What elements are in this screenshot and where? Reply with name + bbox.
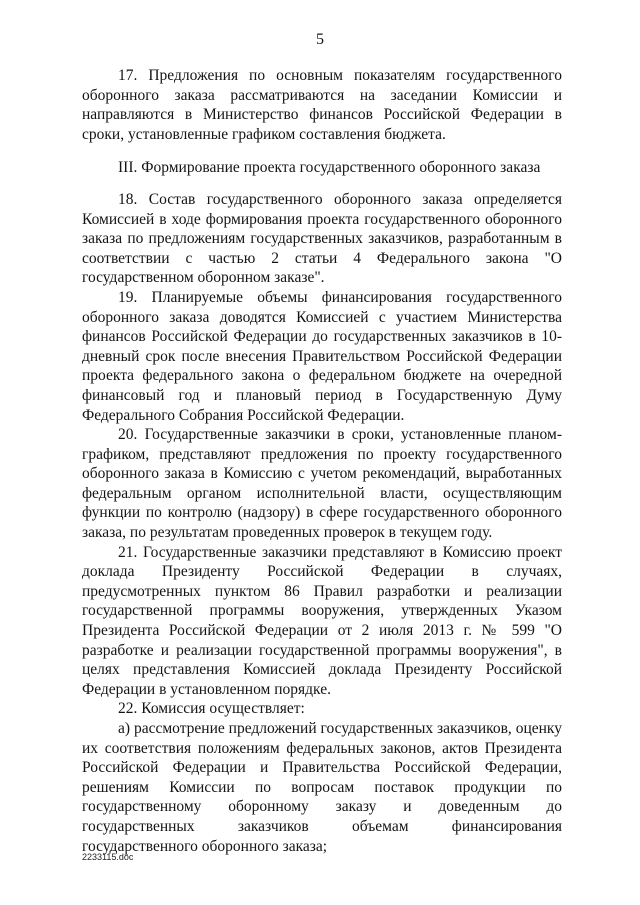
document-code-footer: 2233115.doc <box>82 852 134 862</box>
paragraph-19: 19. Планируемые объемы финансирования государственного оборонного заказа доводятся Комиссией с участием Министерства финансов Российской Федерации до государственных заказчиков в 10-дневный срок после внесения Правительством Российской Федерации проекта федерального закона о федеральном бюджете на очередной финансовый год и плановый период в Государственную Думу Федерального Собрания Российской Федерации. <box>82 288 562 424</box>
document-body <box>82 66 562 856</box>
section-heading: III. Формирование проекта государственного оборонного заказа <box>118 159 541 177</box>
paragraph-21: 21. Государственные заказчики представляют в Комиссию проект доклада Президенту Российской Федерации в случаях, предусмотренных пунктом 86 Правил разработки и реализации государственной программы вооружения, утвержденных Указом Президента Российской Федерации от 2 июля 2013 г. № 599 "О разработке и реализации государственной программы вооружения", в целях представления Комиссией доклада Президенту Российской Федерации в установленном порядке. <box>82 543 562 698</box>
page-number: 5 <box>316 31 324 48</box>
paragraph-22: 22. Комиссия осуществляет: <box>118 700 305 718</box>
paragraph-20: 20. Государственные заказчики в сроки, установленные планом-графиком, представляют предложения по проекту государственного оборонного заказа в Комиссию с учетом рекомендаций, выработанных федеральным органом исполнительной власти, осуществляющим функции по контролю (надзору) в сфере государственного оборонного заказа, по результатам проведенных проверок в текущем году. <box>82 426 562 542</box>
paragraph-17: 17. Предложения по основным показателям государственного оборонного заказа рассматриваются на заседании Комиссии и направляются в Министерство финансов Российской Федерации в сроки, установленные графиком составления бюджета. <box>82 67 562 143</box>
paragraph-18: 18. Состав государственного оборонного заказа определяется Комиссией в ходе формирования проекта государственного оборонного заказа по предложениям государственных заказчиков, разработанным в соответствии с частью 2 статьи 4 Федерального закона "О государственном оборонном заказе". <box>82 190 562 287</box>
paragraph-22a: а) рассмотрение предложений государственных заказчиков, оценку их соответствия положениям федеральных законов, актов Президента Российской Федерации и Правительства Российской Федерации, решениям Комиссии по вопросам поставок продукции по государственному оборонному заказу и доведенным до государственных заказчиков объемам финансирования государственного оборонного заказа; <box>82 720 562 855</box>
